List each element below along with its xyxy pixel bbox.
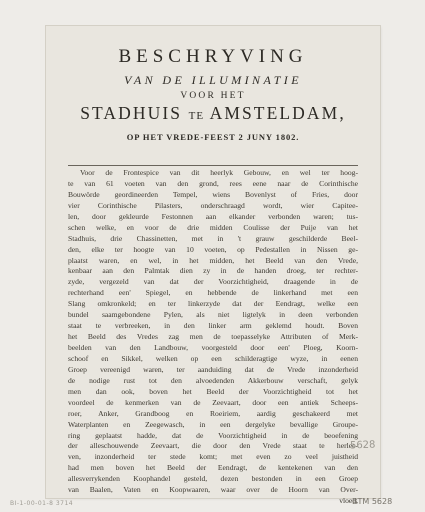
stamp-number: BTM 5628: [352, 497, 393, 506]
body-line: rechterhand een' Spiegel, en hebbende de linkerhand met een: [68, 288, 358, 298]
archive-code: BI-1-00-01-8 3714: [10, 500, 74, 507]
body-line: vloed,: [339, 496, 358, 506]
body-line: Stadhuis, drie Chassinetten, met in 't grauw geschilderde Beel-: [68, 233, 358, 243]
body-line: Groep vereenigd waren, ter aanduiding dat de Vrede inzonderheid: [68, 364, 358, 374]
body-line: ven, inzonderheid ter stede komt; met even zo veel juistheid: [68, 452, 358, 462]
body-line: het Beeld des Vredes zag men de toepasselyke Attributen of Merk-: [68, 332, 358, 342]
body-line: staat te verbreeken, in den linker arm geklemd houdt. Boven: [68, 321, 358, 331]
body-line: van Baalen, Vaten en Koopwaaren, waar over de Hoorn van Over-: [68, 485, 358, 495]
title-te: TE: [188, 110, 205, 122]
body-line: beelden van den Landbouw, voorgesteld door een' Ploeg, Koorn-: [68, 343, 358, 352]
title-line-date: OP HET VREDE-FEEST 2 JUNY 1802.: [126, 132, 300, 142]
title-stadhuis: STADHUIS: [80, 103, 183, 123]
body-text: [68, 168, 358, 507]
body-line: len, door gekleurde Festonnen aan elkander verbonden waren; tus-: [68, 211, 358, 221]
body-line: te van 61 voeten van den grond, rees eene naar de Corinthische: [68, 178, 358, 188]
body-line: Bouwörde geordineerden Tempel, wiens Bovenlyst of Fries, door: [68, 189, 358, 199]
body-line: men dan ook, boven het Beeld der Voorzichtigheid tot het: [68, 386, 358, 396]
body-line: allesverrykenden Koophandel gesteld, dezen bestonden in een Groep: [68, 474, 358, 484]
body-line: den, elke ter hoogte van 10 voeten, op Pedestallen in Nissen ge-: [68, 244, 358, 254]
body-line: plaatst waren, en wel, in het midden, het Beeld van den Vrede,: [68, 255, 358, 265]
body-line: bundel saamgebondene Pylen, als niet ligtelyk in deen verbonden: [68, 310, 358, 320]
body-line: Slang omkronkeld; en ter linkerzyde dat der Eendragt, welke een: [68, 299, 358, 309]
title-line-illuminatie: VAN DE ILLUMINATIE: [124, 73, 302, 87]
body-line: roer, Anker, Grandboog en Roeiriem, aardig geschakeerd met: [68, 408, 358, 418]
handwritten-number: 5628: [349, 439, 376, 452]
body-line: vier Corinthische Pilasters, onderschraagd wordt, wier Capitee-: [68, 200, 358, 210]
body-line: ring geplaatst hadde, dat de Voorzichtigheid in de beoefening: [68, 430, 358, 440]
body-line: zyde, vergezeld van dat der Voorzichtigheid, draagende in de: [68, 277, 358, 287]
body-line: de nodige rust tot den alvoedenden Akkerbouw verschaft, gelyk: [68, 375, 358, 385]
body-line: schen welke, en voor de drie midden Coulisse der Puije van het: [68, 222, 358, 232]
body-line: had men boven het Beeld der Eendragt, de kentekenen van den: [68, 463, 358, 473]
title-line-voor-het: VOOR HET: [180, 91, 246, 101]
header-divider: [68, 165, 358, 166]
title-line-stadhuis: [46, 103, 380, 124]
title-line-beschryving: BESCHRYVING: [118, 46, 308, 67]
body-line: Voor de Frontespice van dit heerlyk Gebouw, en wel ter hoog-: [80, 168, 358, 177]
body-line: kenbaar aan den Palmtak dien zy in de handen droeg, ter rechter-: [68, 266, 358, 276]
body-line: der alleschouwende Zeevaart, die door den Vrede staat te herlee-: [68, 441, 358, 451]
body-line: voordeel de kenmerken van de Zeevaart, door een antiek Scheeps-: [68, 397, 358, 407]
body-line: Waterplanten en Zeegewasch, in een dergelyke bevallige Groupe-: [68, 419, 358, 429]
title-amsteldam: AMSTELDAM,: [209, 103, 346, 123]
body-line: schoof en Sikkel, welken op een schilderagtige wyze, in eenen: [68, 353, 358, 363]
